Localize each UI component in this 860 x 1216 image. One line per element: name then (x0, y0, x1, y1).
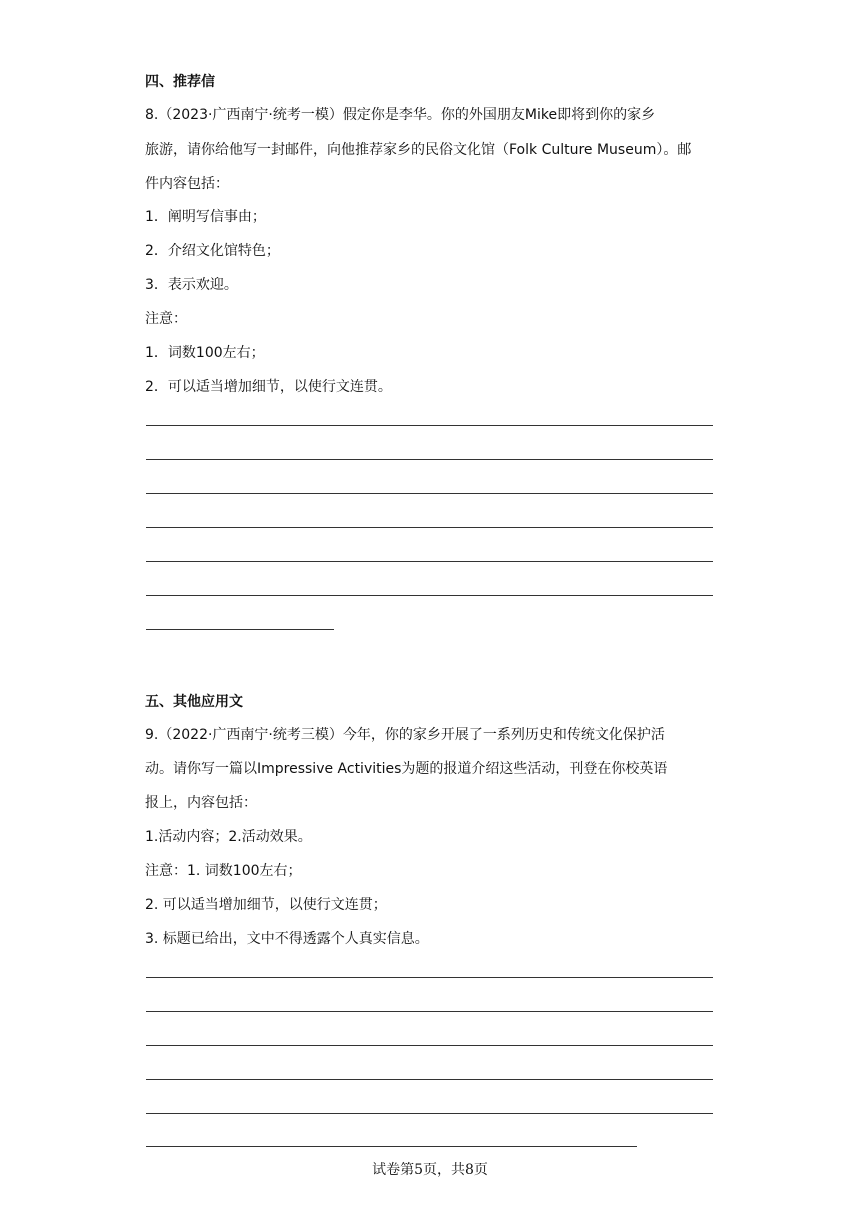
section-heading-other-practical-writing: 五、其他应用文 (145, 694, 243, 710)
note-item: 注意：1. 词数100左右； (145, 863, 302, 879)
answer-line[interactable] (146, 527, 713, 528)
answer-line[interactable] (146, 977, 713, 978)
answer-line[interactable] (146, 1079, 713, 1080)
note-item: 1．词数100左右； (145, 345, 265, 361)
question-9-line-3: 报上，内容包括： (145, 795, 257, 811)
question-9-line-2: 动。请你写一篇以Impressive Activities为题的报道介绍这些活动，刊登在你校英语 (145, 761, 668, 777)
answer-line[interactable] (146, 1113, 713, 1114)
note-item: 3. 标题已给出，文中不得透露个人真实信息。 (145, 931, 429, 947)
page-footer: 试卷第5页，共8页 (372, 1162, 488, 1178)
question-8-line-2: 旅游，请你给他写一封邮件，向他推荐家乡的民俗文化馆（Folk Culture Museum）。邮 (145, 142, 692, 158)
question-8-line-1: 8.（2023·广西南宁·统考一模）假定你是李华。你的外国朋友Mike即将到你的家乡 (145, 107, 656, 123)
answer-line[interactable] (146, 561, 713, 562)
answer-line[interactable] (146, 1045, 713, 1046)
answer-line[interactable] (146, 629, 334, 630)
requirement-item: 3．表示欢迎。 (145, 277, 238, 293)
note-item: 2．可以适当增加细节，以使行文连贯。 (145, 379, 392, 395)
question-9-line-1: 9.（2022·广西南宁·统考三模）今年，你的家乡开展了一系列历史和传统文化保护活 (145, 727, 665, 743)
requirement-item: 1．阐明写信事由； (145, 209, 266, 225)
answer-line[interactable] (146, 595, 713, 596)
question-8-line-3: 件内容包括： (145, 176, 229, 192)
requirement-item: 2．介绍文化馆特色； (145, 243, 280, 259)
answer-line[interactable] (146, 1011, 713, 1012)
answer-line[interactable] (146, 493, 713, 494)
answer-line[interactable] (146, 1146, 637, 1147)
answer-line[interactable] (146, 425, 713, 426)
section-heading-recommendation-letter: 四、推荐信 (145, 74, 215, 90)
note-item: 2. 可以适当增加细节，以使行文连贯； (145, 897, 387, 913)
requirement-item: 1.活动内容；2.活动效果。 (145, 829, 312, 845)
answer-line[interactable] (146, 459, 713, 460)
notes-label: 注意： (145, 311, 187, 327)
